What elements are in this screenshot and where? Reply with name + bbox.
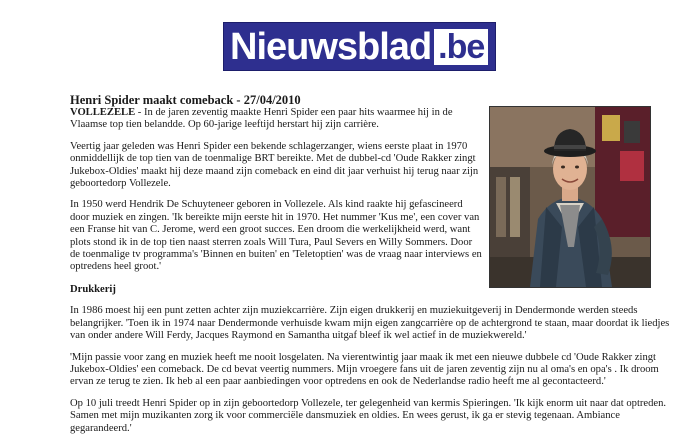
article-lead-text: - In de jaren zeventig maakte Henri Spider een paar hits waarmee hij in de Vlaamse top tien belandde. Op 60-jarige leeftijd herstart hij zijn carrière. [70,107,453,131]
article [70,93,670,435]
article-dateline: VOLLEZELE [70,107,136,118]
article-paragraph-1: Veertig jaar geleden was Henri Spider een bekende schlagerzanger, wiens eerste plaat in 1970 onmiddellijk de top tien van de toenmalige BRT bereikte. Met de dubbel-cd 'Oude Rakker zingt Jukebox-Oldies' maakt hij deze maand zijn comeback en eind dit jaar verhuist hij terug naar zijn geboortedorp Vollezele. [70,140,479,190]
article-subhead: Drukkerij [70,283,116,295]
article-headline: Henri Spider maakt comeback - 27/04/2010 [70,93,301,107]
article-lead [70,107,482,132]
article-paragraph-5: Op 10 juli treedt Henri Spider op in zijn geboortedorp Vollezele, ter gelegenheid van kermis Spieringen. 'Ik kijk enorm uit naar dat optreden. Samen met mijn muzikanten zorg ik voor commerciële dansmuziek en oldies. En wees gerust, ik ga er stevig tegenaan. Ambiance gegarandeerd.' [70,397,667,434]
article-paragraph-4: 'Mijn passie voor zang en muziek heeft me nooit losgelaten. Na vierentwintig jaar maak ik met een nieuwe dubbele cd 'Oude Rakker zingt Jukebox-Oldies' een comeback. De cd bevat veertig nummers. Mijn vroegere fans uit de jaren zeventig zijn nu al oma's en opa's . Ik droom ervan ze terug te zien. Ik heb al een paar aanbiedingen voor optredens en ook de Nederlandse radio heeft me al gecontacteerd.' [70,351,659,388]
article-paragraph-2: In 1950 werd Hendrik De Schuyteneer geboren in Vollezele. Als kind raakte hij gefascineerd door muziek en zingen. 'Ik bereikte mijn eerste hit in 1970. Het nummer 'Kus me', een cover van een Franse hit van C. Jerome, werd een groot succes. Een droom die werkelijkheid werd, want plots stond ik in de top tien naast sterren zoals Will Tura, Paul Severs en Willy Sommers. Door de toenmalige tv programma's 'Binnen en buiten' en 'Teletoptien' was de vraag naar interviews en optredens heel groot.' [70,199,482,273]
logo-tld: .be [434,29,488,65]
logo-brand: Nieuwsblad [230,25,432,68]
nieuwsblad-logo[interactable] [223,22,496,71]
article-paragraph-3: In 1986 moest hij een punt zetten achter zijn muziekcarrière. Zijn eigen drukkerij en muziekuitgeverij in Dendermonde werden steeds belangrijker. 'Toen ik in 1974 naar Dendermonde verhuisde kwam mijn eigen zangcarrière op de achtergrond te staan, maar doordat ik liedjes van onder andere Will Ferdy, Jacques Raymond en Samantha uitgaf bleef ik wel actief in de muziekwereld.' [70,305,670,342]
